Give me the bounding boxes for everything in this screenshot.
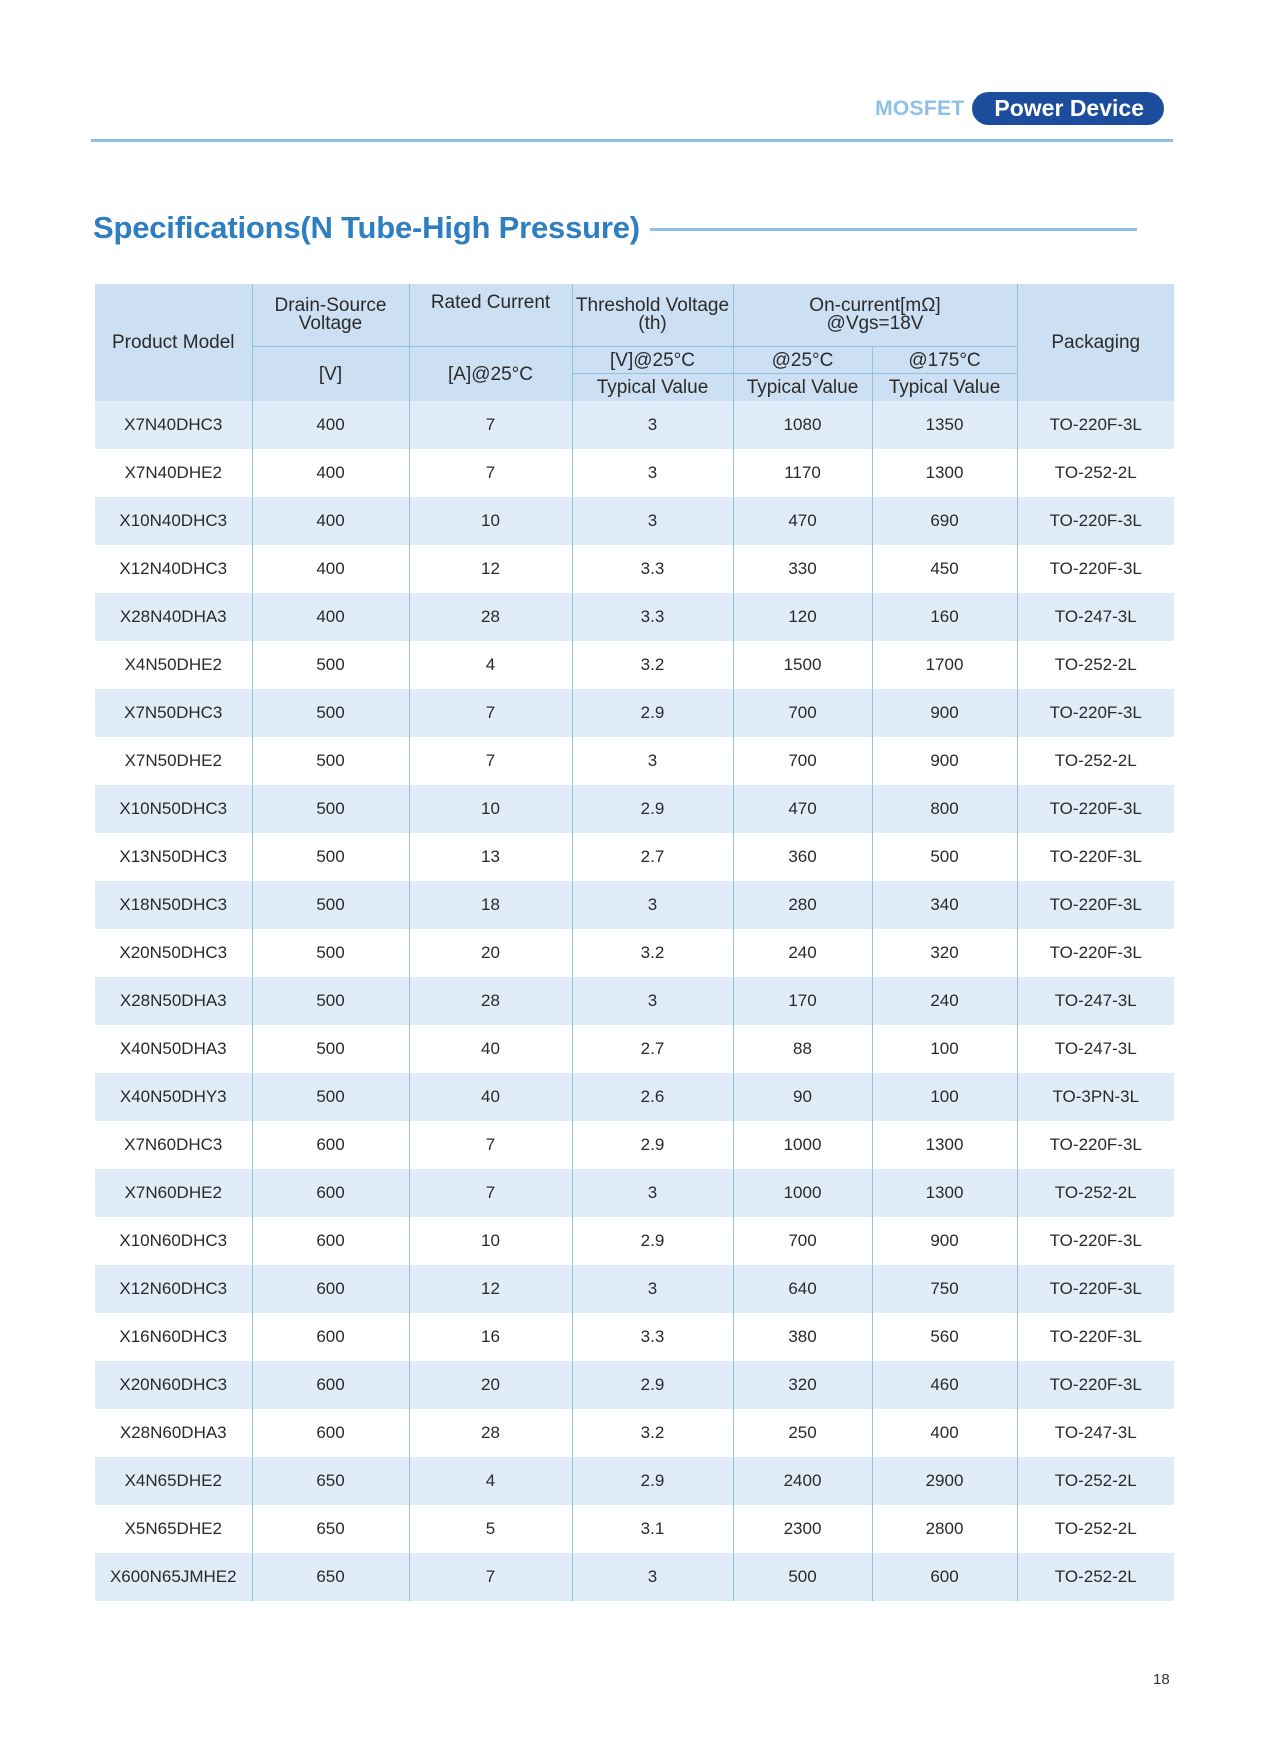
cell-threshold-voltage: 3 [572,881,733,929]
cell-rated-current: 20 [409,929,572,977]
cell-product-model: X5N65DHE2 [95,1505,252,1553]
cell-packaging: TO-252-2L [1017,1553,1174,1601]
cell-product-model: X16N60DHC3 [95,1313,252,1361]
cell-product-model: X40N50DHA3 [95,1025,252,1073]
cell-drain-source-voltage: 400 [252,545,409,593]
page-number: 18 [1153,1671,1170,1688]
cell-packaging: TO-220F-3L [1017,1217,1174,1265]
cell-drain-source-voltage: 500 [252,641,409,689]
cell-rated-current: 7 [409,1169,572,1217]
cell-on-resistance-25c: 1170 [733,449,872,497]
cell-threshold-voltage: 2.9 [572,1121,733,1169]
cell-on-resistance-175c: 800 [872,785,1017,833]
cell-on-resistance-25c: 360 [733,833,872,881]
cell-rated-current: 7 [409,401,572,449]
power-device-badge: Power Device [972,92,1164,125]
cell-packaging: TO-252-2L [1017,449,1174,497]
cell-threshold-voltage: 3 [572,401,733,449]
cell-product-model: X28N50DHA3 [95,977,252,1025]
cell-on-resistance-175c: 560 [872,1313,1017,1361]
cell-rated-current: 4 [409,1457,572,1505]
cell-on-resistance-175c: 160 [872,593,1017,641]
cell-threshold-voltage: 2.7 [572,833,733,881]
header-label: @Vgs=18V [826,313,924,334]
header-label: [A]@25°C [448,363,533,385]
cell-packaging: TO-220F-3L [1017,401,1174,449]
cell-product-model: X28N40DHA3 [95,593,252,641]
table-row [95,977,1174,1025]
cell-threshold-voltage: 3 [572,1265,733,1313]
cell-on-resistance-25c: 250 [733,1409,872,1457]
header-product-model [95,284,252,401]
table-row [95,833,1174,881]
cell-product-model: X20N60DHC3 [95,1361,252,1409]
table-row [95,1265,1174,1313]
cell-product-model: X12N40DHC3 [95,545,252,593]
table-row [95,1505,1174,1553]
cell-on-resistance-175c: 100 [872,1025,1017,1073]
header-on-25c-typical [733,374,872,402]
cell-packaging: TO-220F-3L [1017,689,1174,737]
cell-rated-current: 4 [409,641,572,689]
header-threshold-unit [572,347,733,374]
cell-rated-current: 5 [409,1505,572,1553]
cell-threshold-voltage: 3.1 [572,1505,733,1553]
cell-threshold-voltage: 3.3 [572,545,733,593]
table-row [95,1073,1174,1121]
cell-threshold-voltage: 3.2 [572,641,733,689]
cell-on-resistance-175c: 1300 [872,1121,1017,1169]
cell-on-resistance-175c: 500 [872,833,1017,881]
cell-threshold-voltage: 3 [572,449,733,497]
header-label: Rated Current [430,292,551,313]
cell-threshold-voltage: 3 [572,1169,733,1217]
cell-product-model: X7N40DHC3 [95,401,252,449]
cell-product-model: X10N60DHC3 [95,1217,252,1265]
table-row [95,1457,1174,1505]
cell-on-resistance-25c: 700 [733,1217,872,1265]
cell-threshold-voltage: 3 [572,977,733,1025]
cell-product-model: X20N50DHC3 [95,929,252,977]
cell-on-resistance-25c: 1500 [733,641,872,689]
cell-threshold-voltage: 2.9 [572,1361,733,1409]
cell-on-resistance-175c: 600 [872,1553,1017,1601]
cell-on-resistance-25c: 380 [733,1313,872,1361]
header-label: On-current[mΩ] [809,295,941,316]
specifications-table [95,284,1174,1601]
cell-on-resistance-175c: 2800 [872,1505,1017,1553]
cell-threshold-voltage: 3.3 [572,593,733,641]
cell-packaging: TO-220F-3L [1017,1121,1174,1169]
cell-on-resistance-175c: 340 [872,881,1017,929]
cell-rated-current: 20 [409,1361,572,1409]
cell-on-resistance-175c: 240 [872,977,1017,1025]
header-label: Typical Value [746,377,859,398]
cell-on-resistance-25c: 1000 [733,1169,872,1217]
cell-on-resistance-25c: 320 [733,1361,872,1409]
table-row [95,593,1174,641]
cell-on-resistance-175c: 900 [872,737,1017,785]
cell-rated-current: 7 [409,737,572,785]
cell-drain-source-voltage: 500 [252,929,409,977]
header-current-unit [409,347,572,402]
cell-rated-current: 16 [409,1313,572,1361]
cell-rated-current: 40 [409,1025,572,1073]
cell-drain-source-voltage: 400 [252,593,409,641]
cell-product-model: X4N65DHE2 [95,1457,252,1505]
cell-on-resistance-25c: 330 [733,545,872,593]
cell-on-resistance-25c: 240 [733,929,872,977]
cell-on-resistance-175c: 2900 [872,1457,1017,1505]
cell-product-model: X4N50DHE2 [95,641,252,689]
header-on-25c [733,347,872,374]
cell-packaging: TO-247-3L [1017,1025,1174,1073]
cell-product-model: X7N60DHC3 [95,1121,252,1169]
cell-packaging: TO-220F-3L [1017,785,1174,833]
cell-on-resistance-25c: 470 [733,497,872,545]
header-on-current [733,284,1017,347]
table-row [95,545,1174,593]
cell-product-model: X12N60DHC3 [95,1265,252,1313]
cell-packaging: TO-220F-3L [1017,1265,1174,1313]
header-drain-source-voltage [252,284,409,347]
header-on-175c-typical [872,374,1017,402]
header-label: (th) [638,313,667,334]
header-label: Drain-Source [274,295,387,316]
table-row [95,1121,1174,1169]
header-rated-current [409,284,572,347]
table-row [95,1025,1174,1073]
cell-on-resistance-175c: 900 [872,1217,1017,1265]
cell-packaging: TO-247-3L [1017,977,1174,1025]
header-label: [V]@25°C [610,349,695,371]
cell-on-resistance-25c: 170 [733,977,872,1025]
section-heading [93,206,1137,250]
cell-threshold-voltage: 2.7 [572,1025,733,1073]
cell-packaging: TO-252-2L [1017,1505,1174,1553]
cell-drain-source-voltage: 500 [252,1025,409,1073]
cell-drain-source-voltage: 600 [252,1121,409,1169]
table-row [95,881,1174,929]
table-row [95,1313,1174,1361]
cell-on-resistance-175c: 1350 [872,401,1017,449]
cell-rated-current: 28 [409,1409,572,1457]
cell-drain-source-voltage: 600 [252,1409,409,1457]
cell-threshold-voltage: 2.9 [572,785,733,833]
cell-product-model: X7N50DHC3 [95,689,252,737]
cell-packaging: TO-220F-3L [1017,545,1174,593]
cell-rated-current: 28 [409,593,572,641]
cell-rated-current: 7 [409,689,572,737]
cell-on-resistance-25c: 640 [733,1265,872,1313]
cell-on-resistance-25c: 90 [733,1073,872,1121]
brand-badge [875,92,1164,125]
cell-drain-source-voltage: 500 [252,881,409,929]
cell-on-resistance-175c: 690 [872,497,1017,545]
cell-rated-current: 7 [409,1121,572,1169]
cell-packaging: TO-220F-3L [1017,497,1174,545]
cell-rated-current: 10 [409,785,572,833]
cell-on-resistance-25c: 88 [733,1025,872,1073]
cell-packaging: TO-220F-3L [1017,1361,1174,1409]
cell-rated-current: 10 [409,1217,572,1265]
header-label: @175°C [908,349,981,371]
cell-rated-current: 12 [409,1265,572,1313]
cell-on-resistance-25c: 500 [733,1553,872,1601]
header-voltage-unit [252,347,409,402]
cell-threshold-voltage: 3 [572,1553,733,1601]
cell-packaging: TO-252-2L [1017,1169,1174,1217]
cell-drain-source-voltage: 500 [252,689,409,737]
header-packaging [1017,284,1174,401]
cell-threshold-voltage: 3.2 [572,1409,733,1457]
cell-drain-source-voltage: 500 [252,1073,409,1121]
cell-drain-source-voltage: 650 [252,1457,409,1505]
cell-on-resistance-175c: 400 [872,1409,1017,1457]
cell-drain-source-voltage: 500 [252,977,409,1025]
table-row [95,737,1174,785]
cell-packaging: TO-3PN-3L [1017,1073,1174,1121]
table-row [95,1361,1174,1409]
table-row [95,689,1174,737]
cell-drain-source-voltage: 500 [252,833,409,881]
cell-rated-current: 13 [409,833,572,881]
cell-threshold-voltage: 3.2 [572,929,733,977]
cell-on-resistance-175c: 1300 [872,449,1017,497]
cell-drain-source-voltage: 600 [252,1217,409,1265]
cell-on-resistance-25c: 470 [733,785,872,833]
table-row [95,641,1174,689]
cell-on-resistance-175c: 100 [872,1073,1017,1121]
cell-drain-source-voltage: 600 [252,1265,409,1313]
cell-drain-source-voltage: 500 [252,785,409,833]
header-label: @25°C [771,349,834,371]
cell-rated-current: 10 [409,497,572,545]
cell-threshold-voltage: 2.9 [572,1217,733,1265]
cell-product-model: X10N40DHC3 [95,497,252,545]
table-row [95,1409,1174,1457]
table-row [95,449,1174,497]
page-header [91,92,1173,142]
cell-product-model: X28N60DHA3 [95,1409,252,1457]
cell-on-resistance-175c: 460 [872,1361,1017,1409]
table-row [95,401,1174,449]
cell-drain-source-voltage: 400 [252,497,409,545]
cell-drain-source-voltage: 600 [252,1313,409,1361]
cell-rated-current: 40 [409,1073,572,1121]
cell-packaging: TO-220F-3L [1017,881,1174,929]
cell-rated-current: 18 [409,881,572,929]
cell-threshold-voltage: 2.9 [572,689,733,737]
cell-drain-source-voltage: 600 [252,1169,409,1217]
category-label: MOSFET [875,96,965,120]
cell-on-resistance-175c: 1700 [872,641,1017,689]
table-body [95,401,1174,1601]
table-row [95,1169,1174,1217]
cell-product-model: X7N50DHE2 [95,737,252,785]
cell-on-resistance-175c: 750 [872,1265,1017,1313]
cell-threshold-voltage: 2.9 [572,1457,733,1505]
section-title: Specifications(N Tube-High Pressure) [93,210,640,245]
cell-drain-source-voltage: 400 [252,449,409,497]
cell-product-model: X18N50DHC3 [95,881,252,929]
cell-on-resistance-25c: 700 [733,689,872,737]
cell-packaging: TO-220F-3L [1017,1313,1174,1361]
cell-on-resistance-25c: 1000 [733,1121,872,1169]
cell-on-resistance-25c: 2300 [733,1505,872,1553]
cell-packaging: TO-220F-3L [1017,833,1174,881]
header-on-175c [872,347,1017,374]
cell-packaging: TO-252-2L [1017,641,1174,689]
cell-rated-current: 7 [409,449,572,497]
table-row [95,497,1174,545]
cell-product-model: X600N65JMHE2 [95,1553,252,1601]
cell-product-model: X7N40DHE2 [95,449,252,497]
cell-product-model: X13N50DHC3 [95,833,252,881]
table-row [95,1553,1174,1601]
header-label: Voltage [298,313,363,334]
cell-drain-source-voltage: 650 [252,1505,409,1553]
cell-rated-current: 12 [409,545,572,593]
header-label: Threshold Voltage [575,295,730,316]
cell-threshold-voltage: 3 [572,737,733,785]
cell-on-resistance-25c: 700 [733,737,872,785]
cell-packaging: TO-220F-3L [1017,929,1174,977]
cell-on-resistance-175c: 900 [872,689,1017,737]
cell-drain-source-voltage: 650 [252,1553,409,1601]
cell-packaging: TO-252-2L [1017,737,1174,785]
cell-drain-source-voltage: 600 [252,1361,409,1409]
cell-on-resistance-175c: 320 [872,929,1017,977]
cell-rated-current: 7 [409,1553,572,1601]
header-label: [V] [318,363,343,385]
cell-packaging: TO-247-3L [1017,593,1174,641]
title-divider [650,228,1137,231]
cell-on-resistance-175c: 450 [872,545,1017,593]
table-row [95,785,1174,833]
cell-product-model: X10N50DHC3 [95,785,252,833]
cell-threshold-voltage: 3.3 [572,1313,733,1361]
cell-packaging: TO-247-3L [1017,1409,1174,1457]
cell-on-resistance-25c: 2400 [733,1457,872,1505]
header-divider [91,139,1173,142]
cell-drain-source-voltage: 500 [252,737,409,785]
cell-drain-source-voltage: 400 [252,401,409,449]
header-label: Product Model [111,332,235,353]
cell-product-model: X7N60DHE2 [95,1169,252,1217]
table-header [95,284,1174,401]
header-threshold-voltage [572,284,733,347]
cell-packaging: TO-252-2L [1017,1457,1174,1505]
cell-on-resistance-25c: 280 [733,881,872,929]
table-row [95,929,1174,977]
cell-on-resistance-175c: 1300 [872,1169,1017,1217]
header-threshold-typical [572,374,733,402]
cell-threshold-voltage: 2.6 [572,1073,733,1121]
header-label: Typical Value [888,377,1001,398]
cell-product-model: X40N50DHY3 [95,1073,252,1121]
header-label: Typical Value [596,377,709,398]
cell-rated-current: 28 [409,977,572,1025]
cell-threshold-voltage: 3 [572,497,733,545]
header-label: Packaging [1051,332,1141,353]
table-row [95,1217,1174,1265]
cell-on-resistance-25c: 1080 [733,401,872,449]
cell-on-resistance-25c: 120 [733,593,872,641]
